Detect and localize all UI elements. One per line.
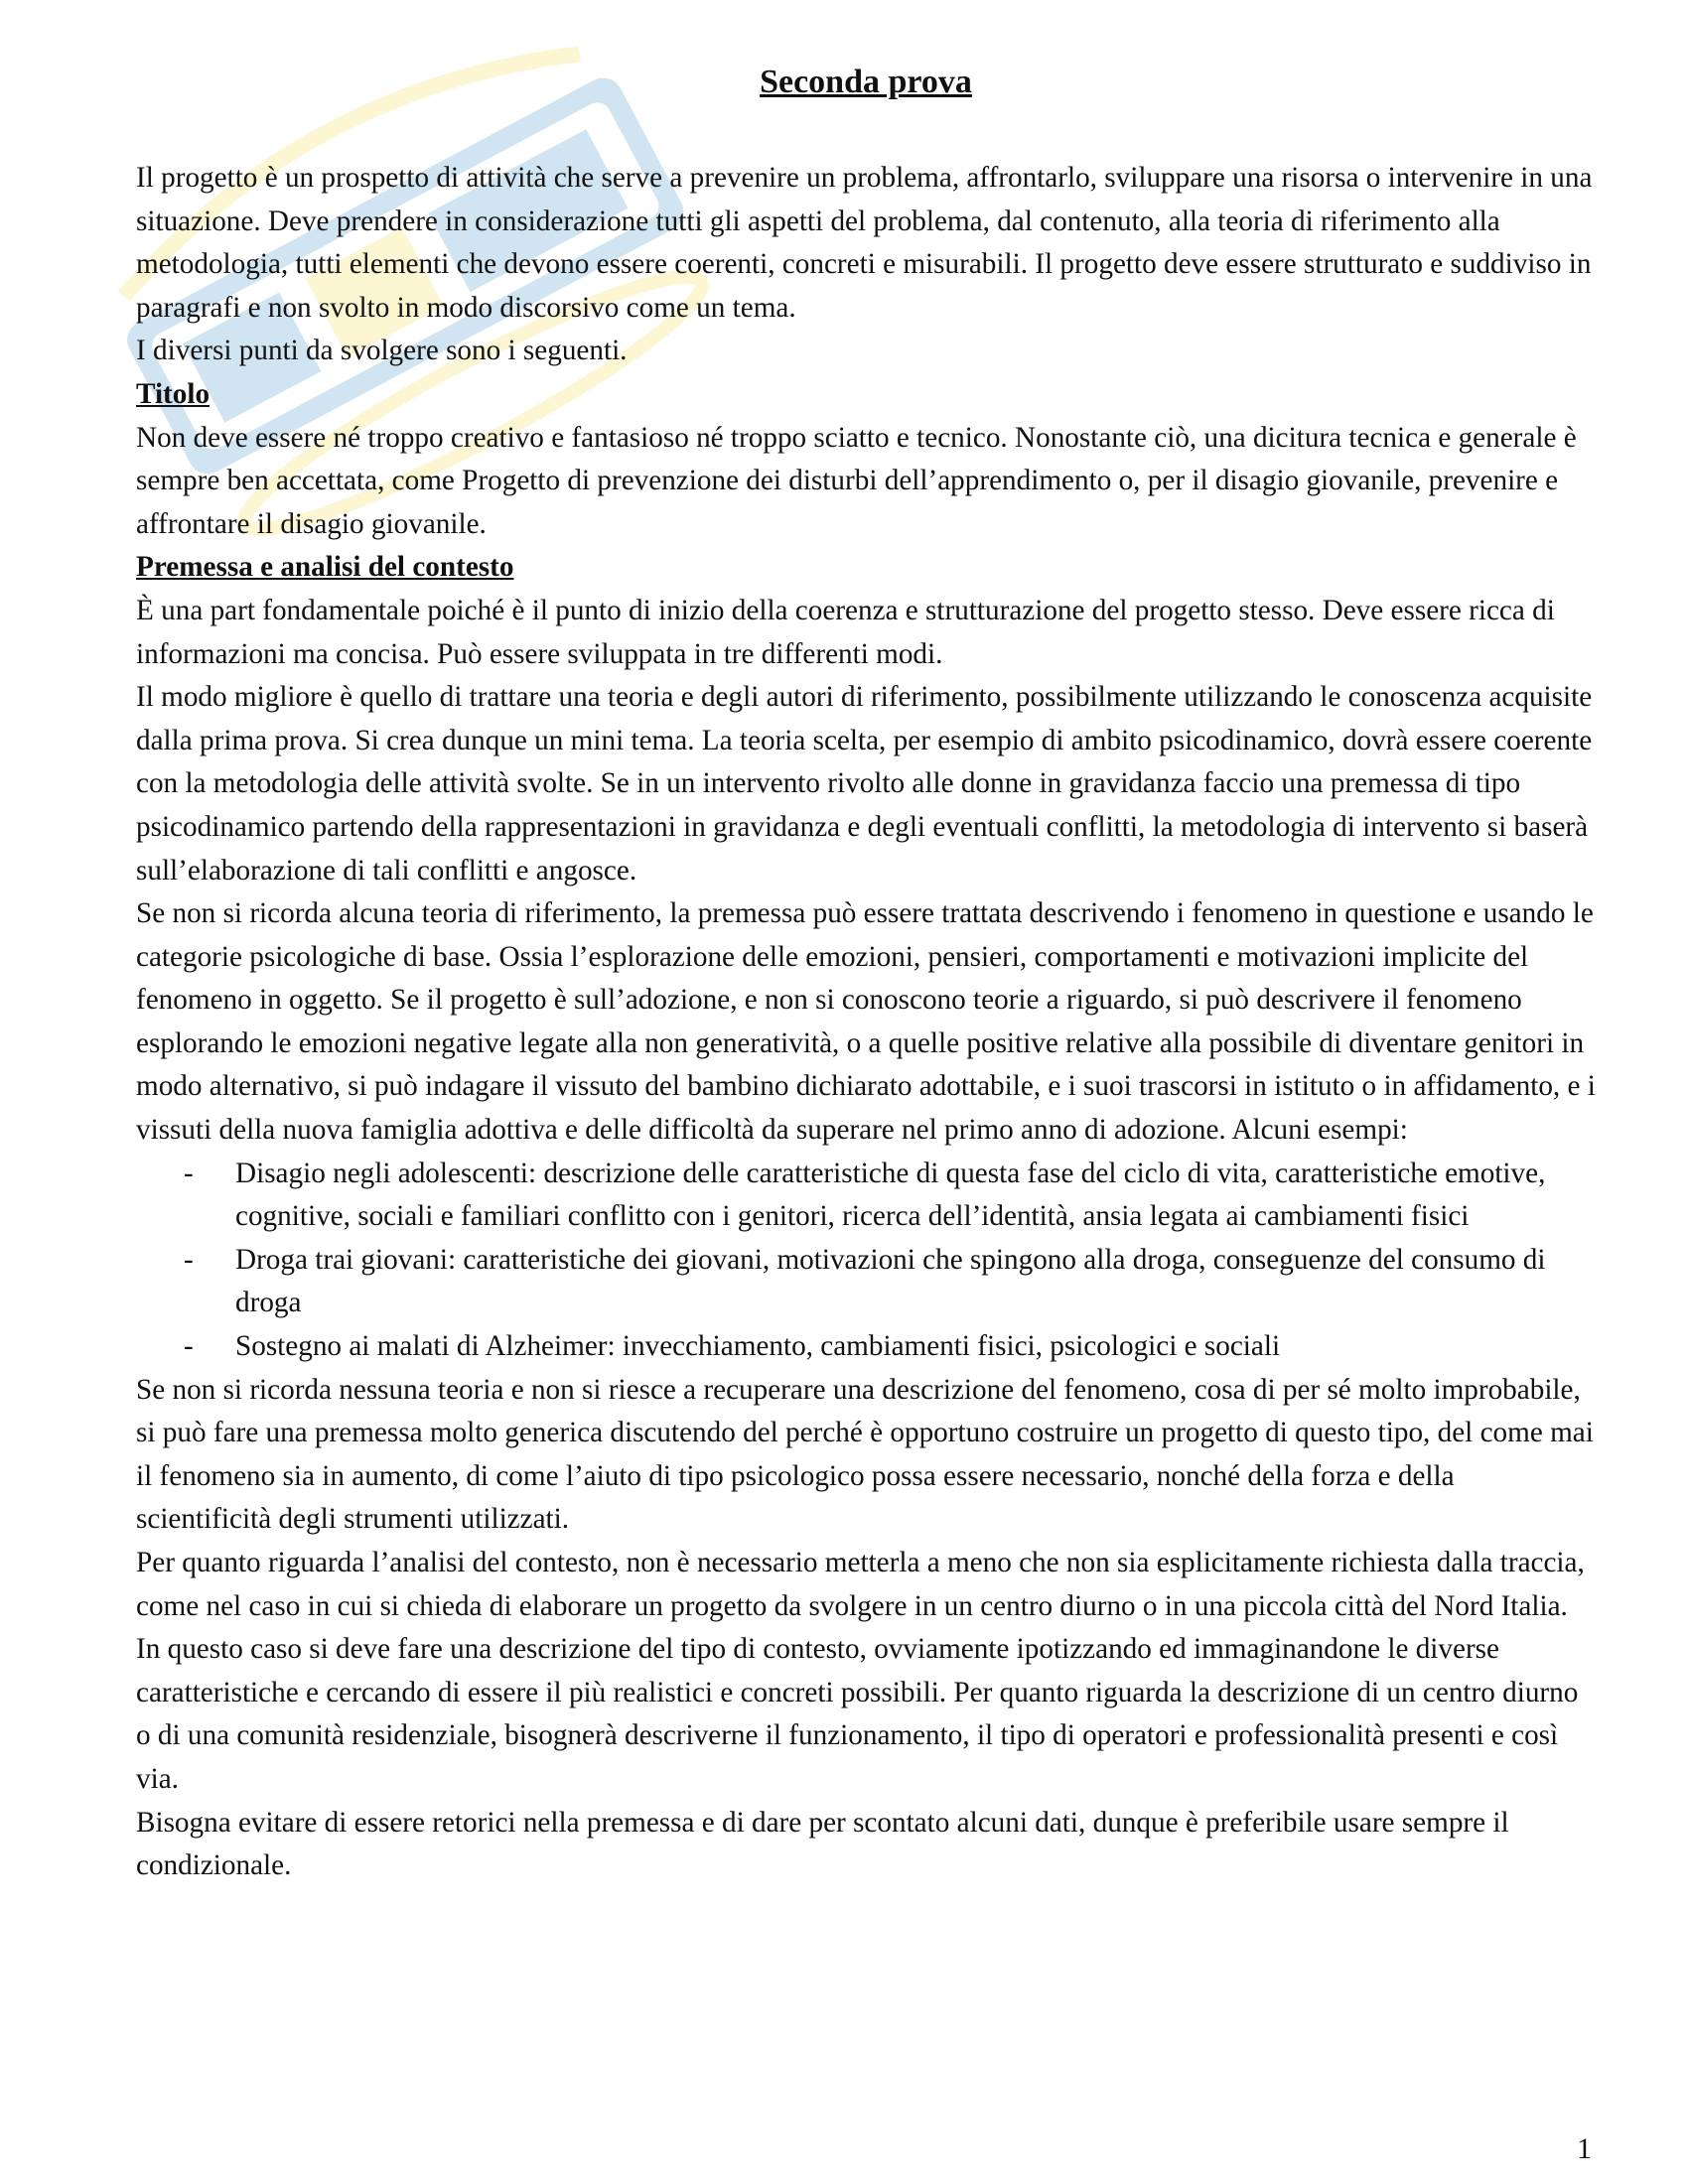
document-title: Seconda prova	[760, 64, 972, 100]
premessa-paragraph: Bisogna evitare di essere retorici nella premessa e di dare per scontato alcuni dati, dunque è preferibile usare sempre il condizionale.	[136, 1806, 1509, 1882]
premessa-paragraph: Per quanto riguarda l’analisi del contesto, non è necessario metterla a meno che non sia esplicitamente richiesta dalla traccia, come nel caso in cui si chieda di elaborare un progetto da svolgere in un centro diurno o in una piccola città del Nord Italia. In questo caso si deve fare una descrizione del tipo di contesto, ovviamente ipotizzando ed immaginandone le diverse caratteristiche e cercando di essere il più realistici e concreti possibili. Per quanto riguarda la descrizione di un centro diurno o di una comunità residenziale, bisognerà descriverne il funzionamento, il tipo di operatori e professionalità presenti e così via.	[136, 1547, 1585, 1795]
list-item	[136, 1153, 1596, 1239]
premessa-paragraph: È una part fondamentale poiché è il punto di inizio della coerenza e strutturazione del progetto stesso. Deve essere ricca di informazioni ma concisa. Può essere sviluppata in tre differenti modi.	[136, 594, 1555, 670]
titolo-paragraph: Non deve essere né troppo creativo e fantasioso né troppo sciatto e tecnico. Nonostante ciò, una dicitura tecnica e generale è sempre ben accettata, come Progetto di prevenzione dei disturbi dell’apprendimento o, per il disagio giovanile, prevenire e affrontare il disagio giovanile.	[136, 421, 1577, 540]
bullet-dash: -	[184, 1157, 194, 1189]
intro-paragraph: Il progetto è un prospetto di attività che serve a prevenire un problema, affrontarlo, sviluppare una risorsa o intervenire in una situazione. Deve prendere in considerazione tutti gli aspetti del problema, dal contenuto, alla teoria di riferimento alla metodologia, tutti elementi che devono essere coerenti, concreti e misurabili. Il progetto deve essere strutturato e suddiviso in paragrafi e non svolto in modo discorsivo come un tema.	[136, 162, 1593, 324]
document-body	[136, 58, 1596, 1888]
premessa-paragraph: Se non si ricorda alcuna teoria di riferimento, la premessa può essere trattata descrivendo i fenomeno in questione e usando le categorie psicologiche di base. Ossia l’esplorazione delle emozioni, pensieri, comportamenti e motivazioni implicite del fenomeno in oggetto. Se il progetto è sull’adozione, e non si conoscono teorie a riguardo, si può descrivere il fenomeno esplorando le emozioni negative legate alla non generatività, o a quelle positive relative alla possibile di diventare genitori in modo alternativo, si può indagare il vissuto del bambino dichiarato adottabile, e i suoi trascorsi in istituto o in affidamento, e i vissuti della nuova famiglia adottiva e delle difficoltà da superare nel primo anno di adozione. Alcuni esempi:	[136, 897, 1596, 1147]
list-item-text: Disagio negli adolescenti: descrizione delle caratteristiche di questa fase del ciclo di vita, caratteristiche emotive, cognitive, sociali e familiari conflitto con i genitori, ricerca dell’identità, ansia legata ai cambiamenti fisici	[235, 1157, 1546, 1233]
page-number: 1	[1577, 2132, 1592, 2165]
intro-paragraph: I diversi punti da svolgere sono i seguenti.	[136, 335, 628, 367]
list-item	[136, 1325, 1596, 1369]
list-item-text: Droga trai giovani: caratteristiche dei giovani, motivazioni che spingono alla droga, conseguenze del consumo di droga	[235, 1243, 1546, 1319]
bullet-dash: -	[184, 1243, 194, 1276]
section-heading-premessa: Premessa e analisi del contesto	[136, 551, 514, 584]
section-heading-titolo: Titolo	[136, 377, 211, 410]
list-item	[136, 1239, 1596, 1325]
bullet-dash: -	[184, 1330, 194, 1363]
list-item-text: Sostegno ai malati di Alzheimer: invecchiamento, cambiamenti fisici, psicologici e sociali	[235, 1330, 1281, 1363]
premessa-paragraph: Se non si ricorda nessuna teoria e non si riesce a recuperare una descrizione del fenomeno, cosa di per sé molto improbabile, si può fare una premessa molto generica discutendo del perché è opportuno costruire un progetto di questo tipo, del come mai il fenomeno sia in aumento, di come l’aiuto di tipo psicologico possa essere necessario, nonché della forza e della scientificità degli strumenti utilizzati.	[136, 1373, 1594, 1536]
premessa-paragraph: Il modo migliore è quello di trattare una teoria e degli autori di riferimento, possibilmente utilizzando le conoscenza acquisite dalla prima prova. Si crea dunque un mini tema. La teoria scelta, per esempio di ambito psicodinamico, dovrà essere coerente con la metodologia delle attività svolte. Se in un intervento rivolto alle donne in gravidanza faccio una premessa di tipo psicodinamico partendo della rappresentazioni in gravidanza e degli eventuali conflitti, la metodologia di intervento si baserà sull’elaborazione di tali conflitti e angosce.	[136, 681, 1593, 887]
examples-list	[136, 1153, 1596, 1369]
